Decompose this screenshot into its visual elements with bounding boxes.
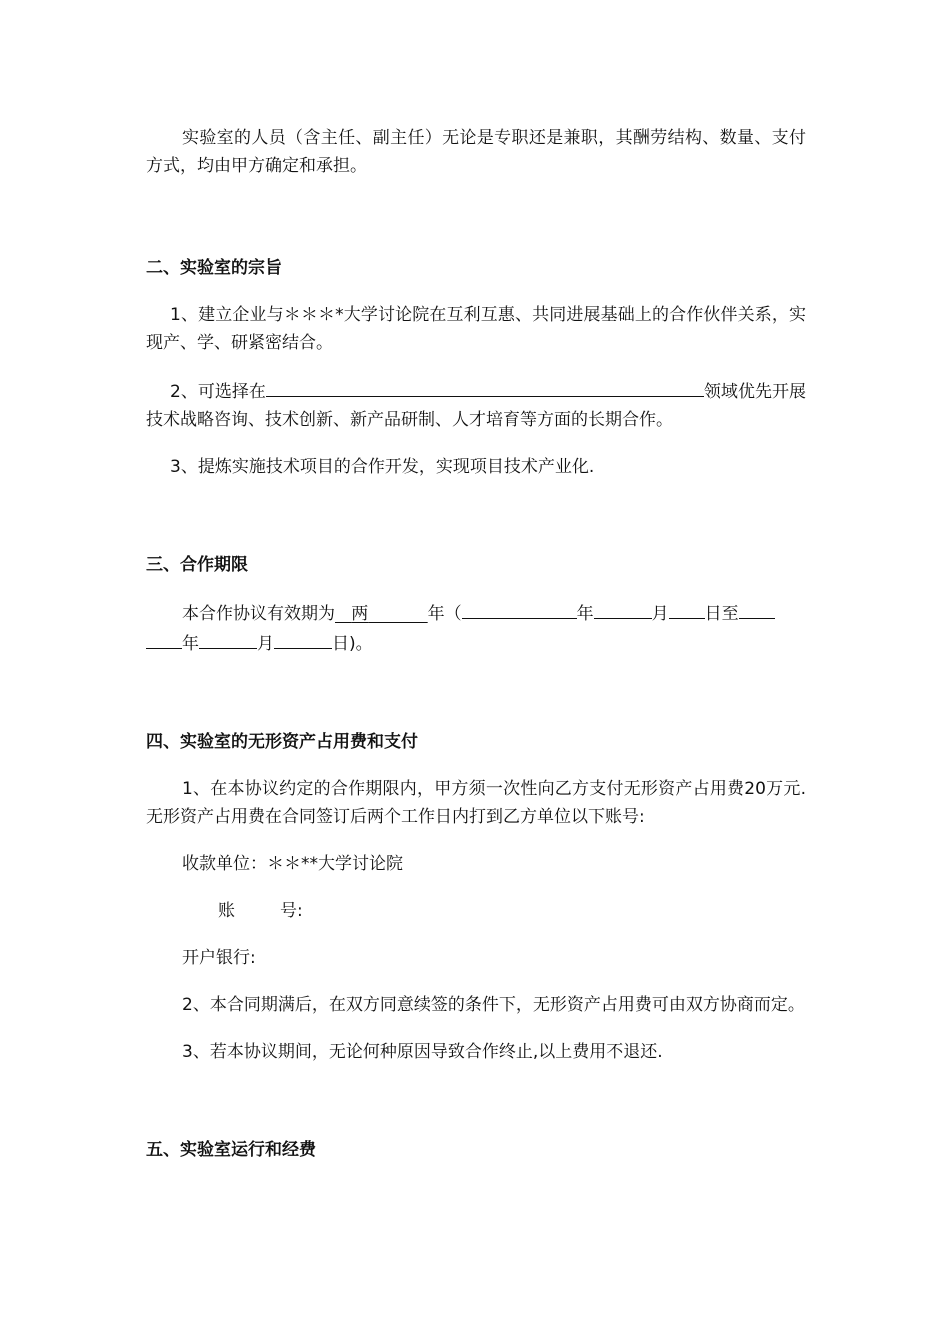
field-blank — [739, 598, 775, 619]
term-year3-label: 年 — [182, 634, 199, 654]
fee-item-1: 1、在本协议约定的合作期限内，甲方须一次性向乙方支付无形资产占用费20万元.无形资产占用费在合同签订后两个工作日内打到乙方单位以下账号: — [146, 779, 806, 827]
section-heading-operation: 五、实验室运行和经费 — [146, 1140, 316, 1160]
fee-item-3: 3、若本协议期间，无论何种原因导致合作终止,以上费用不退还. — [182, 1042, 663, 1062]
purpose-item-2-suffix: 领域优先开展技术战略咨询、技术创新、新产品研制、人才培育等方面的长期合作。 — [146, 382, 806, 430]
purpose-item-1: 1、建立企业与＊＊＊*大学讨论院在互利互惠、共同进展基础上的合作伙伴关系，实现产、学、研紧密结合。 — [146, 305, 806, 353]
staff-paragraph: 实验室的人员（含主任、副主任）无论是专职还是兼职，其酬劳结构、数量、支付方式，均由甲方确定和承担。 — [146, 128, 806, 176]
purpose-item-3: 3、提炼实施技术项目的合作开发，实现项目技术产业化. — [170, 457, 595, 477]
field-blank — [594, 598, 652, 619]
field-blank — [146, 628, 182, 649]
field-blank — [199, 628, 257, 649]
field-blank — [669, 598, 705, 619]
account-label: 账 — [218, 901, 235, 921]
bank-line: 开户银行: — [182, 948, 256, 968]
term-month-label: 月 — [651, 604, 669, 624]
field-blank — [266, 376, 704, 397]
field-blank — [462, 598, 577, 619]
term-month2-label: 月 — [257, 634, 274, 654]
term-end-label: 日)。 — [332, 634, 373, 654]
fee-item-2: 2、本合同期满后，在双方同意续签的条件下，无形资产占用费可由双方协商而定。 — [182, 995, 805, 1015]
field-blank — [274, 628, 332, 649]
payee-line: 收款单位：＊＊**大学讨论院 — [182, 854, 403, 874]
section-heading-fee: 四、实验室的无形资产占用费和支付 — [146, 732, 418, 752]
section-heading-purpose: 二、实验室的宗旨 — [146, 258, 282, 278]
term-value: 两 — [351, 604, 369, 624]
term-year2-label: 年 — [576, 604, 594, 624]
term-year-label: 年（ — [427, 604, 462, 624]
purpose-item-2-prefix: 2、可选择在 — [170, 382, 266, 402]
account-label-2: 号: — [280, 901, 303, 921]
purpose-item-2 — [146, 376, 806, 434]
account-line — [146, 897, 806, 925]
section-heading-term: 三、合作期限 — [146, 555, 248, 575]
term-day-to-label: 日至 — [704, 604, 739, 624]
document-body — [146, 124, 806, 1164]
term-paragraph — [146, 598, 806, 658]
term-prefix: 本合作协议有效期为 — [182, 604, 335, 624]
